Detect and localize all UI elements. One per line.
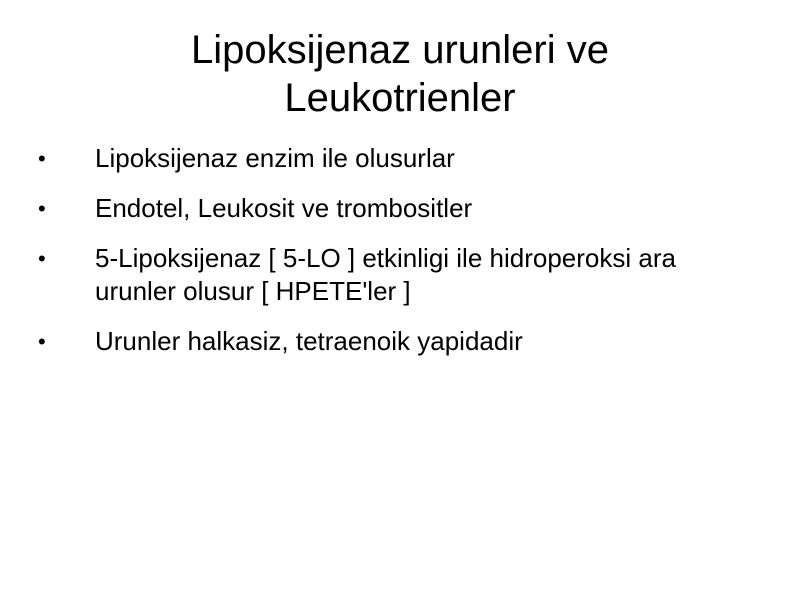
bullet-text: Urunler halkasiz, tetraenoik yapidadir — [95, 326, 523, 356]
bullet-dot-icon: • — [38, 246, 46, 271]
bullet-text: Endotel, Leukosit ve trombositler — [95, 193, 473, 223]
slide-title — [40, 26, 760, 122]
slide-title-line-1: Lipoksijenaz urunleri ve — [190, 28, 609, 72]
bullet-item — [38, 242, 758, 308]
bullet-dot-icon: • — [38, 329, 46, 354]
bullet-item — [38, 192, 758, 225]
bullet-list — [38, 142, 758, 375]
bullet-item — [38, 325, 758, 358]
bullet-text: Lipoksijenaz enzim ile olusurlar — [95, 143, 455, 173]
slide-title-line-2: Leukotrienler — [284, 76, 516, 120]
bullet-dot-icon: • — [38, 146, 46, 171]
bullet-item — [38, 142, 758, 175]
bullet-dot-icon: • — [38, 196, 46, 221]
bullet-text: 5-Lipoksijenaz [ 5-LO ] etkinligi ile hidroperoksi ara urunler olusur [ HPETE'ler ] — [95, 243, 676, 306]
